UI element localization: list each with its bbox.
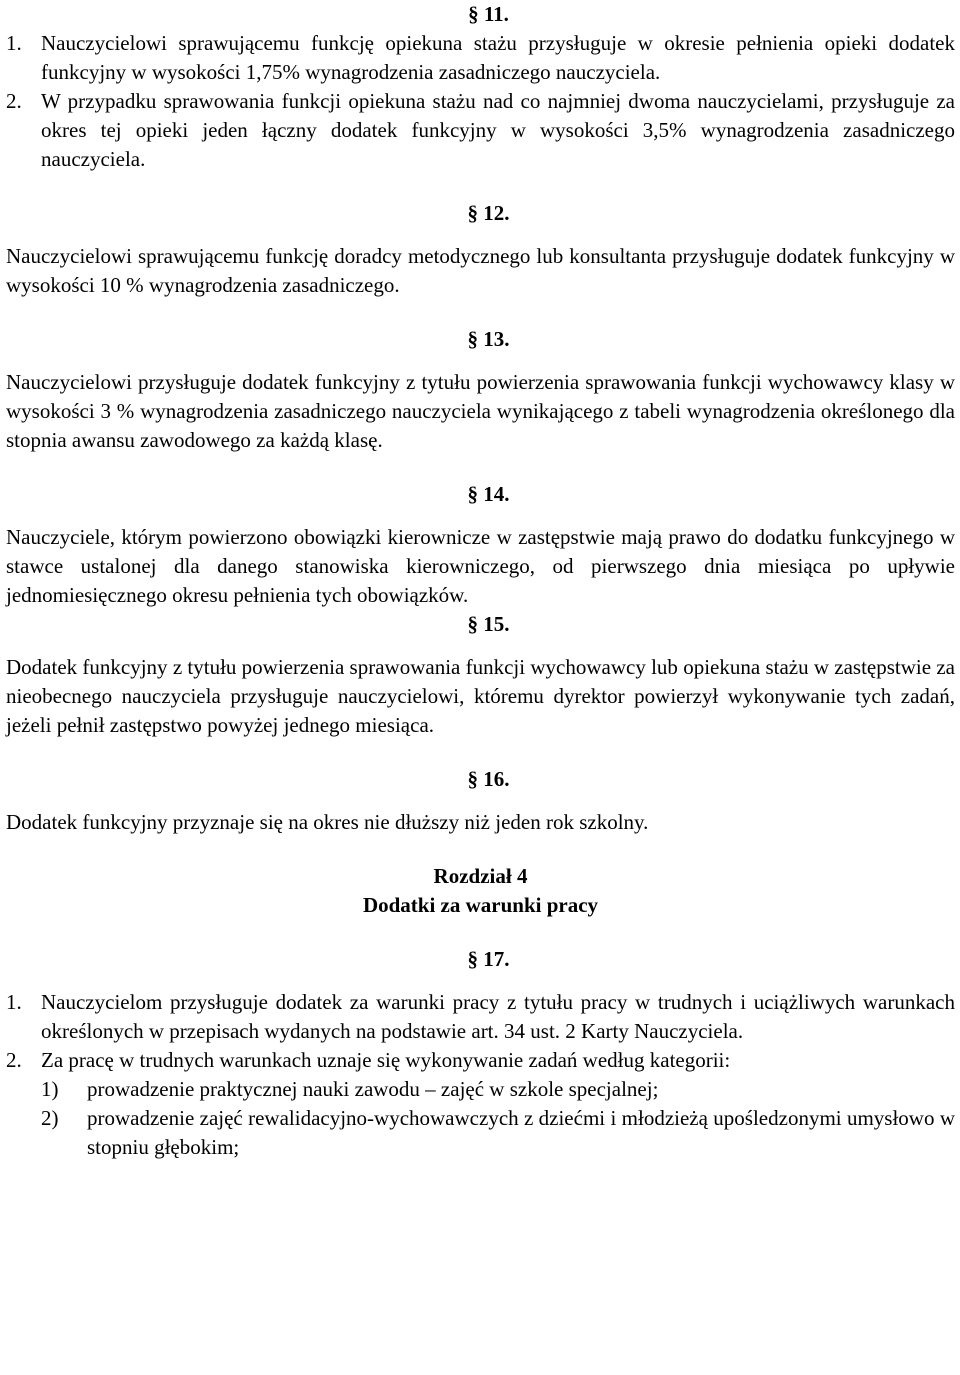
section-heading-17: § 17. [467, 947, 510, 971]
list-item-number: 1. [6, 990, 22, 1014]
section-17-sublist [41, 1075, 955, 1162]
section-12-text: Nauczycielowi sprawującemu funkcję doradcy metodycznego lub konsultanta przysługuje dodatek funkcyjny w wysokości 10 % wynagrodzenia zasadniczego. [6, 244, 955, 297]
section-heading-15: § 15. [467, 612, 510, 636]
list-item [6, 87, 955, 174]
list-item-text: Nauczycielowi sprawującemu funkcję opiekuna stażu przysługuje w okresie pełnienia opieki dodatek funkcyjny w wysokości 1,75% wynagrodzenia zasadniczego nauczyciela. [41, 31, 955, 84]
section-14-text: Nauczyciele, którym powierzono obowiązki kierownicze w zastępstwie mają prawo do dodatku funkcyjnego w stawce ustalonej dla danego stanowiska kierowniczego, od pierwszego dnia miesiąca po upływie jednomiesięcznego okresu pełnienia tych obowiązków. [6, 525, 955, 607]
list-item-number: 2. [6, 1048, 22, 1072]
list-item-number: 2. [6, 89, 22, 113]
section-heading-12: § 12. [467, 201, 510, 225]
section-17-list [6, 988, 955, 1162]
sublist-item-text: prowadzenie praktycznej nauki zawodu – zajęć w szkole specjalnej; [87, 1077, 659, 1101]
section-13-text: Nauczycielowi przysługuje dodatek funkcyjny z tytułu powierzenia sprawowania funkcji wychowawcy klasy w wysokości 3 % wynagrodzenia zasadniczego nauczyciela wynikającego z tabeli wynagrodzenia określonego dla stopnia awansu zawodowego za każdą klasę. [6, 370, 955, 452]
section-heading-16: § 16. [467, 767, 510, 791]
list-item [6, 1046, 955, 1162]
section-heading-11: § 11. [468, 2, 509, 26]
chapter-title: Dodatki za warunki pracy [362, 893, 599, 917]
section-16-text: Dodatek funkcyjny przyznaje się na okres nie dłuższy niż jeden rok szkolny. [6, 810, 649, 834]
list-item-text: Nauczycielom przysługuje dodatek za warunki pracy z tytułu pracy w trudnych i uciążliwych warunkach określonych w przepisach wydanych na podstawie art. 34 ust. 2 Karty Nauczyciela. [41, 990, 955, 1043]
section-11-list [6, 29, 955, 174]
section-heading-13: § 13. [467, 327, 510, 351]
sublist-item-number: 2) [41, 1106, 59, 1130]
list-item-text: W przypadku sprawowania funkcji opiekuna stażu nad co najmniej dwoma nauczycielami, przysługuje za okres tej opieki jeden łączny dodatek funkcyjny w wysokości 3,5% wynagrodzenia zasadniczego nauczyciela. [41, 89, 955, 171]
sublist-item [41, 1104, 955, 1162]
sublist-item-text: prowadzenie zajęć rewalidacyjno-wychowawczych z dziećmi i młodzieżą upośledzonymi umysłowo w stopniu głębokim; [87, 1106, 955, 1159]
document-page [6, 0, 955, 1162]
list-item-text: Za pracę w trudnych warunkach uznaje się wykonywanie zadań według kategorii: [41, 1048, 731, 1072]
section-15-text: Dodatek funkcyjny z tytułu powierzenia sprawowania funkcji wychowawcy lub opiekuna stażu w zastępstwie za nieobecnego nauczyciela przysługuje nauczycielowi, któremu dyrektor powierzył wykonywanie tych zadań, jeżeli pełnił zastępstwo powyżej jednego miesiąca. [6, 655, 955, 737]
sublist-item-number: 1) [41, 1077, 59, 1101]
section-heading-14: § 14. [467, 482, 510, 506]
list-item-number: 1. [6, 31, 22, 55]
chapter-number: Rozdział 4 [433, 864, 528, 888]
list-item [6, 988, 955, 1046]
sublist-item [41, 1075, 955, 1104]
list-item [6, 29, 955, 87]
